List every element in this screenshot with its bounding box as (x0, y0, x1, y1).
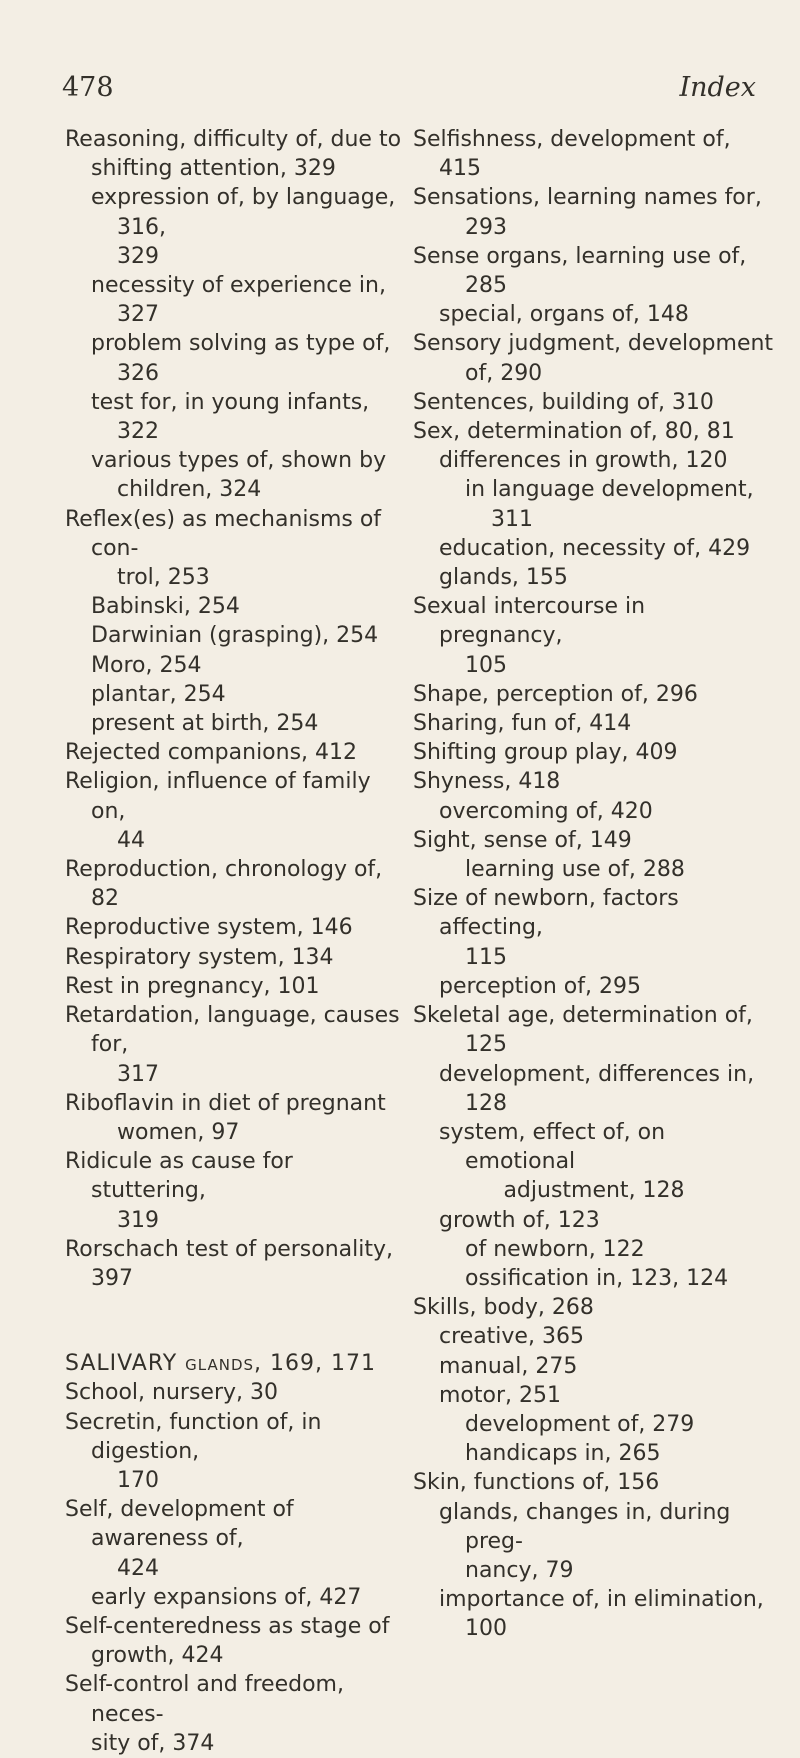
index-entry: School, nursery, 30 (65, 1380, 278, 1406)
index-entry: 329 (117, 243, 159, 269)
index-entry: 44 (117, 827, 145, 853)
index-entry: 317 (117, 1061, 159, 1087)
index-entry: system, effect of, on emotional (439, 1119, 666, 1175)
index-entry: Size of newborn, factors affecting, (413, 886, 679, 941)
index-entry: in language development, 311 (465, 477, 754, 532)
index-entry: women, 97 (117, 1119, 240, 1145)
index-entry: importance of, in elimination, (439, 1587, 764, 1613)
index-entry: ossification in, 123, 124 (465, 1265, 729, 1291)
index-entry: learning use of, 288 (465, 857, 685, 883)
index-entry: manual, 275 (439, 1353, 578, 1379)
index-entry: glands, changes in, during preg- (439, 1499, 731, 1554)
index-entry: differences in growth, 120 (439, 448, 728, 474)
index-entry: Skin, functions of, 156 (413, 1470, 660, 1496)
index-entry: Babinski, 254 (91, 594, 240, 620)
index-entry: various types of, shown by (91, 448, 387, 474)
index-entry: Retardation, language, causes for, (65, 1003, 400, 1058)
index-entry: children, 324 (117, 477, 262, 503)
index-entry: growth of, 123 (439, 1207, 600, 1233)
index-entry: Selfishness, development of, 415 (413, 127, 731, 182)
index-entry: 319 (117, 1207, 159, 1233)
index-entry: nancy, 79 (465, 1557, 574, 1583)
index-entry: 326 (117, 360, 159, 386)
index-entry: creative, 365 (439, 1324, 584, 1350)
index-entry: SALIVARY glands, 169, 171 (65, 1351, 377, 1377)
index-entry: of newborn, 122 (465, 1236, 645, 1262)
section-divider (65, 1293, 410, 1349)
index-entry: expression of, by language, 316, (91, 185, 396, 240)
index-entry: shifting attention, 329 (91, 156, 336, 182)
index-entry: motor, 251 (439, 1382, 561, 1408)
index-entry: problem solving as type of, (91, 331, 391, 357)
index-entry: Shifting group play, 409 (413, 740, 678, 766)
index-entry: 293 (465, 214, 507, 240)
index-entry: early expansions of, 427 (91, 1584, 362, 1610)
index-entry: Skills, body, 268 (413, 1295, 594, 1321)
index-entry: Reproductive system, 146 (65, 915, 353, 941)
index-entry: Religion, influence of family on, (65, 769, 371, 824)
index-entry: Self-control and freedom, neces- (65, 1672, 344, 1727)
index-entry: Ridicule as cause for stuttering, (65, 1149, 293, 1204)
index-entry: Riboflavin in diet of pregnant (65, 1090, 386, 1116)
index-entry: sity of, 374 (91, 1730, 215, 1756)
index-entry: development, differences in, 128 (439, 1061, 755, 1116)
index-entry: 170 (117, 1467, 159, 1493)
index-entry: Sense organs, learning use of, (413, 243, 747, 269)
index-entry: 424 (117, 1555, 159, 1581)
index-entry: Rest in pregnancy, 101 (65, 973, 320, 999)
index-entry: 285 (465, 273, 507, 299)
index-entry: Sensory judgment, development (413, 331, 774, 357)
index-entry: Shyness, 418 (413, 769, 561, 795)
index-entry: handicaps in, 265 (465, 1441, 661, 1467)
index-entry: Reproduction, chronology of, 82 (65, 857, 383, 912)
index-entry: education, necessity of, 429 (439, 535, 751, 561)
index-entry: test for, in young infants, 322 (91, 389, 370, 445)
index-entry: Sight, sense of, 149 (413, 827, 632, 853)
index-entry: plantar, 254 (91, 681, 226, 707)
index-entry: adjustment, 128 (503, 1178, 685, 1204)
index-entry: Sensations, learning names for, (413, 185, 762, 211)
index-entry: overcoming of, 420 (439, 798, 653, 824)
index-entry: necessity of experience in, (91, 273, 386, 299)
index-entry: Reasoning, difficulty of, due to (65, 127, 402, 152)
index-entry: Sentences, building of, 310 (413, 389, 714, 415)
index-entry: Sharing, fun of, 414 (413, 711, 632, 737)
page-number: 478 (62, 72, 114, 103)
index-entry: development of, 279 (465, 1411, 695, 1437)
index-entry: Secretin, function of, in digestion, (65, 1409, 322, 1464)
index-entry: Moro, 254 (91, 652, 202, 678)
index-entry: trol, 253 (117, 565, 210, 591)
index-entry: Respiratory system, 134 (65, 944, 334, 970)
index-entry: perception of, 295 (439, 973, 641, 999)
index-entry: 327 (117, 302, 159, 328)
index-entry: Reflex(es) as mechanisms of con- (65, 506, 382, 561)
index-entry: growth, 424 (91, 1643, 224, 1669)
index-entry: special, organs of, 148 (439, 302, 689, 328)
index-entry: glands, 155 (439, 565, 568, 591)
right-column (413, 125, 775, 1644)
index-entry: 100 (465, 1616, 507, 1642)
index-entry: present at birth, 254 (91, 711, 319, 737)
index-entry: 115 (465, 944, 507, 970)
index-entry: Sexual intercourse in pregnancy, (413, 594, 646, 649)
index-entry: Rorschach test of personality, 397 (65, 1236, 394, 1291)
index-entry: 125 (465, 1032, 507, 1058)
index-entry: Skeletal age, determination of, (413, 1003, 753, 1029)
index-entry: Self-centeredness as stage of (65, 1613, 390, 1639)
running-header-title: Index (679, 72, 756, 103)
index-entry: of, 290 (465, 360, 543, 386)
index-entry: Rejected companions, 412 (65, 740, 358, 766)
index-entry: Shape, perception of, 296 (413, 681, 698, 707)
index-entry: Sex, determination of, 80, 81 (413, 419, 735, 445)
left-column (65, 125, 410, 1758)
index-entry: Darwinian (grasping), 254 (91, 623, 379, 649)
index-entry: 105 (465, 652, 507, 678)
index-entry: Self, development of awareness of, (65, 1497, 294, 1552)
